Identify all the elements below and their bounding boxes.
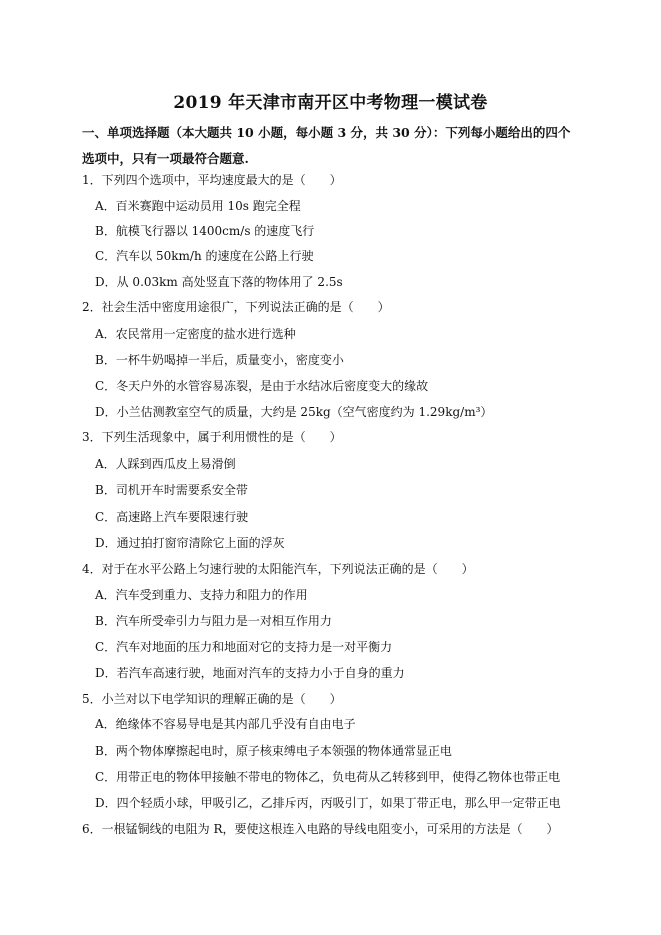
question-2-option-d: D．小兰估测教室空气的质量，大约是 25kg（空气密度约为 1.29kg/m³）	[95, 405, 493, 419]
question-2-option-b: B．一杯牛奶喝掉一半后，质量变小，密度变小	[95, 353, 344, 367]
question-4-stem: 4．对于在水平公路上匀速行驶的太阳能汽车，下列说法正确的是（ ）	[82, 562, 474, 576]
question-6-stem: 6．一根锰铜线的电阻为 R，要使这根连入电路的导线电阻变小，可采用的方法是（ ）	[82, 822, 559, 836]
question-5-option-b: B．两个物体摩擦起电时，原子核束缚电子本领强的物体通常显正电	[95, 744, 452, 758]
question-3-option-c: C．高速路上汽车要限速行驶	[95, 510, 249, 524]
question-1-stem: 1．下列四个选项中，平均速度最大的是（ ）	[82, 173, 342, 187]
question-4-option-c: C．汽车对地面的压力和地面对它的支持力是一对平衡力	[95, 640, 393, 654]
question-5-option-c: C．用带正电的物体甲接触不带电的物体乙，负电荷从乙转移到甲，使得乙物体也带正电	[95, 770, 561, 784]
question-1-option-d: D．从 0.03km 高处竖直下落的物体用了 2.5s	[95, 275, 343, 289]
question-3-option-b: B．司机开车时需要系安全带	[95, 483, 248, 497]
question-2-stem: 2．社会生活中密度用途很广，下列说法正确的是（ ）	[82, 300, 390, 314]
question-2-option-a: A．农民常用一定密度的盐水进行选种	[95, 327, 296, 341]
question-4-option-b: B．汽车所受牵引力与阻力是一对相互作用力	[95, 614, 332, 628]
question-2-option-c: C．冬天户外的水管容易冻裂，是由于水结冰后密度变大的缘故	[95, 379, 429, 393]
question-3-stem: 3．下列生活现象中，属于利用惯性的是（ ）	[82, 430, 342, 444]
question-5-option-d: D．四个轻质小球，甲吸引乙，乙排斥丙，丙吸引丁，如果丁带正电，那么甲一定带正电	[95, 796, 561, 810]
question-5-option-a: A．绝缘体不容易导电是其内部几乎没有自由电子	[95, 717, 356, 731]
question-1-option-a: A．百米赛跑中运动员用 10s 跑完全程	[95, 199, 301, 213]
page-title: 2019 年天津市南开区中考物理一模试卷	[173, 93, 488, 113]
question-4-option-a: A．汽车受到重力、支持力和阻力的作用	[95, 588, 308, 602]
question-5-stem: 5．小兰对以下电学知识的理解正确的是（ ）	[82, 692, 342, 706]
section-heading: 一、单项选择题（本大题共 10 小题，每小题 3 分，共 30 分）：下列每小题给出的四个选项中，只有一项最符合题意.	[82, 125, 571, 166]
question-1-option-c: C．汽车以 50km/h 的速度在公路上行驶	[95, 249, 314, 263]
question-4-option-d: D．若汽车高速行驶，地面对汽车的支持力小于自身的重力	[95, 666, 405, 680]
question-1-option-b: B．航模飞行器以 1400cm/s 的速度飞行	[95, 224, 315, 238]
question-3-option-d: D．通过拍打窗帘清除它上面的浮灰	[95, 536, 285, 550]
question-3-option-a: A．人踩到西瓜皮上易滑倒	[95, 457, 236, 471]
